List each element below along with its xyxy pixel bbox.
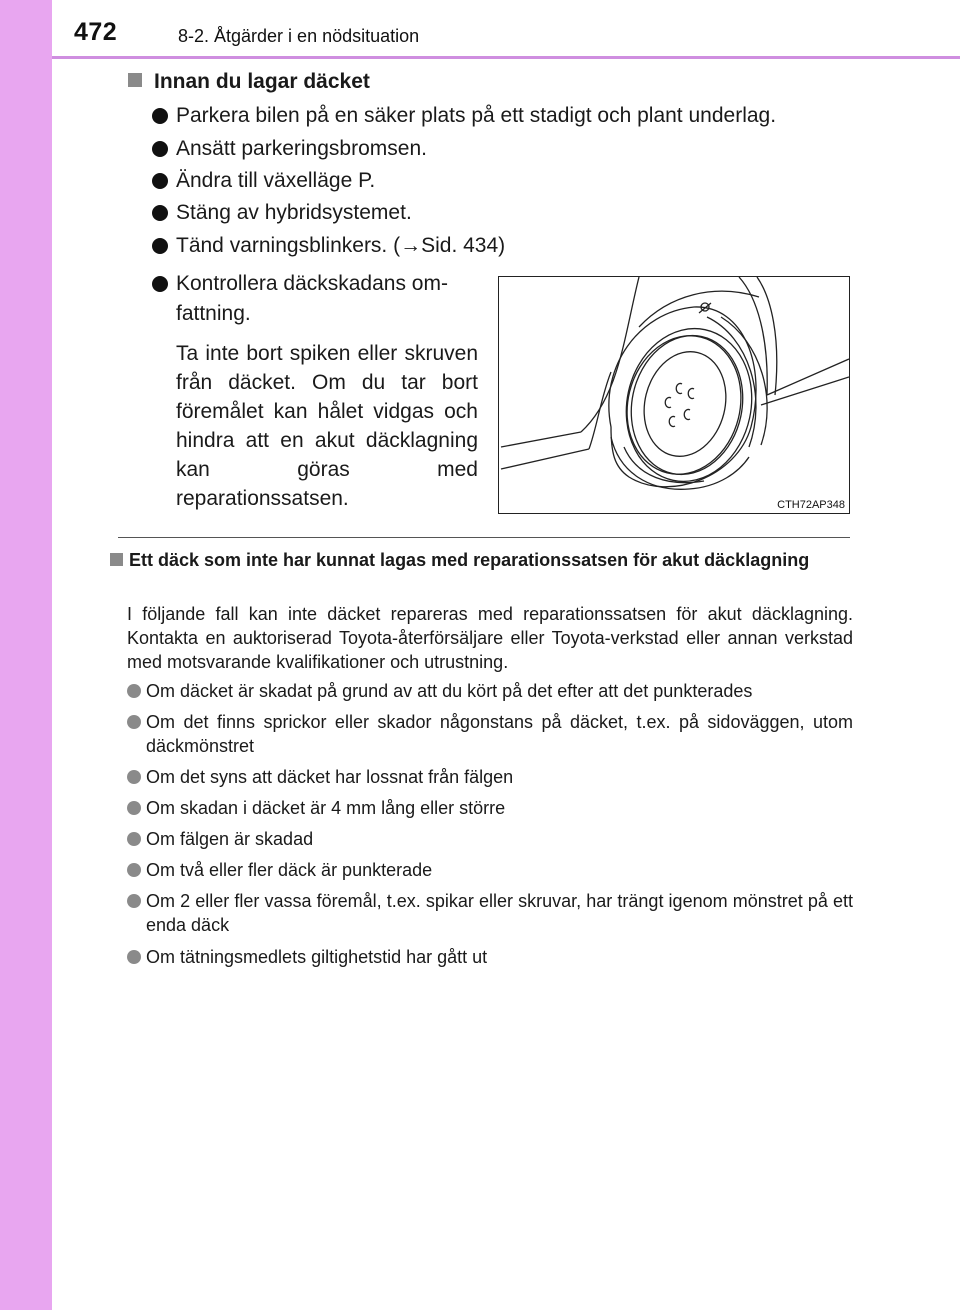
case-text: Om två eller fler däck är punkterade — [146, 860, 433, 880]
header-rule — [52, 56, 960, 59]
before-repair-title: Innan du lagar däcket — [154, 70, 370, 93]
tire-illustration — [498, 276, 850, 514]
bullet-icon — [127, 801, 141, 815]
step-text: Ansätt parkeringsbromsen. — [176, 137, 427, 160]
step-text: Ändra till växelläge P. — [176, 169, 376, 192]
side-color-strip — [0, 0, 52, 1310]
case-item — [127, 889, 853, 937]
section-title: 8-2. Åtgärder i en nödsituation — [178, 26, 420, 46]
bullet-icon — [127, 894, 141, 908]
case-text: Om 2 eller fler vassa föremål, t.ex. spikar eller skruvar, har trängt igenom mönstret på ett enda däck — [146, 891, 853, 935]
bullet-icon — [152, 141, 168, 157]
tire-drawing — [499, 277, 849, 513]
bullet-icon — [127, 684, 141, 698]
check-heading-line1: Kontrollera däckskadans om- — [176, 272, 448, 295]
case-item — [127, 765, 853, 789]
bullet-icon — [127, 715, 141, 729]
check-heading-line2: fattning. — [176, 302, 251, 325]
case-text: Om det finns sprickor eller skador någonstans på däcket, t.ex. på sidoväggen, utom däckmönstret — [146, 712, 853, 756]
step-text: Parkera bilen på en säker plats på ett stadigt och plant underlag. — [176, 104, 777, 127]
bullet-icon — [152, 238, 168, 254]
bullet-icon — [127, 863, 141, 877]
case-item — [127, 796, 853, 820]
case-text: Om fälgen är skadad — [146, 829, 314, 849]
section-divider — [118, 537, 850, 538]
check-paragraph: Ta inte bort spiken eller skruven från däcket. Om du tar bort föremålet kan hålet vidgas och hindra att en akut däcklagning kan göras med reparationssatsen. — [176, 342, 478, 510]
bullet-icon — [152, 205, 168, 221]
square-bullet-icon — [128, 73, 142, 87]
square-bullet-icon — [110, 553, 123, 566]
case-text: Om skadan i däcket är 4 mm lång eller större — [146, 798, 506, 818]
before-repair-heading — [128, 70, 370, 94]
case-item — [127, 710, 853, 758]
figure-code: CTH72AP348 — [777, 499, 845, 511]
case-item — [127, 679, 853, 703]
bullet-icon — [152, 108, 168, 124]
case-item — [127, 827, 853, 851]
bullet-icon — [152, 276, 168, 292]
case-text: Om tätningsmedlets giltighetstid har gått ut — [146, 947, 488, 967]
step-text: Tänd varningsblinkers. (→Sid. 434) — [176, 234, 506, 257]
page-number: 472 — [74, 18, 118, 46]
bullet-icon — [152, 173, 168, 189]
case-text: Om däcket är skadat på grund av att du kört på det efter att det punkterades — [146, 681, 753, 701]
bullet-icon — [127, 950, 141, 964]
case-text: Om det syns att däcket har lossnat från fälgen — [146, 767, 514, 787]
case-item — [127, 858, 853, 882]
bullet-icon — [127, 832, 141, 846]
bullet-icon — [127, 770, 141, 784]
step-text: Stäng av hybridsystemet. — [176, 201, 412, 224]
unrepairable-intro: I följande fall kan inte däcket repareras med reparationssatsen för akut däcklagning. Kontakta en auktoriserad Toyota-återförsäljare eller Toyota-verkstad eller annan verkstad med motsvarande kvalifikationer och utrustning. — [127, 604, 853, 672]
unrepairable-title: Ett däck som inte har kunnat lagas med reparationssatsen för akut däcklagning — [129, 550, 810, 570]
case-item — [127, 945, 853, 969]
unrepairable-heading — [110, 548, 852, 572]
